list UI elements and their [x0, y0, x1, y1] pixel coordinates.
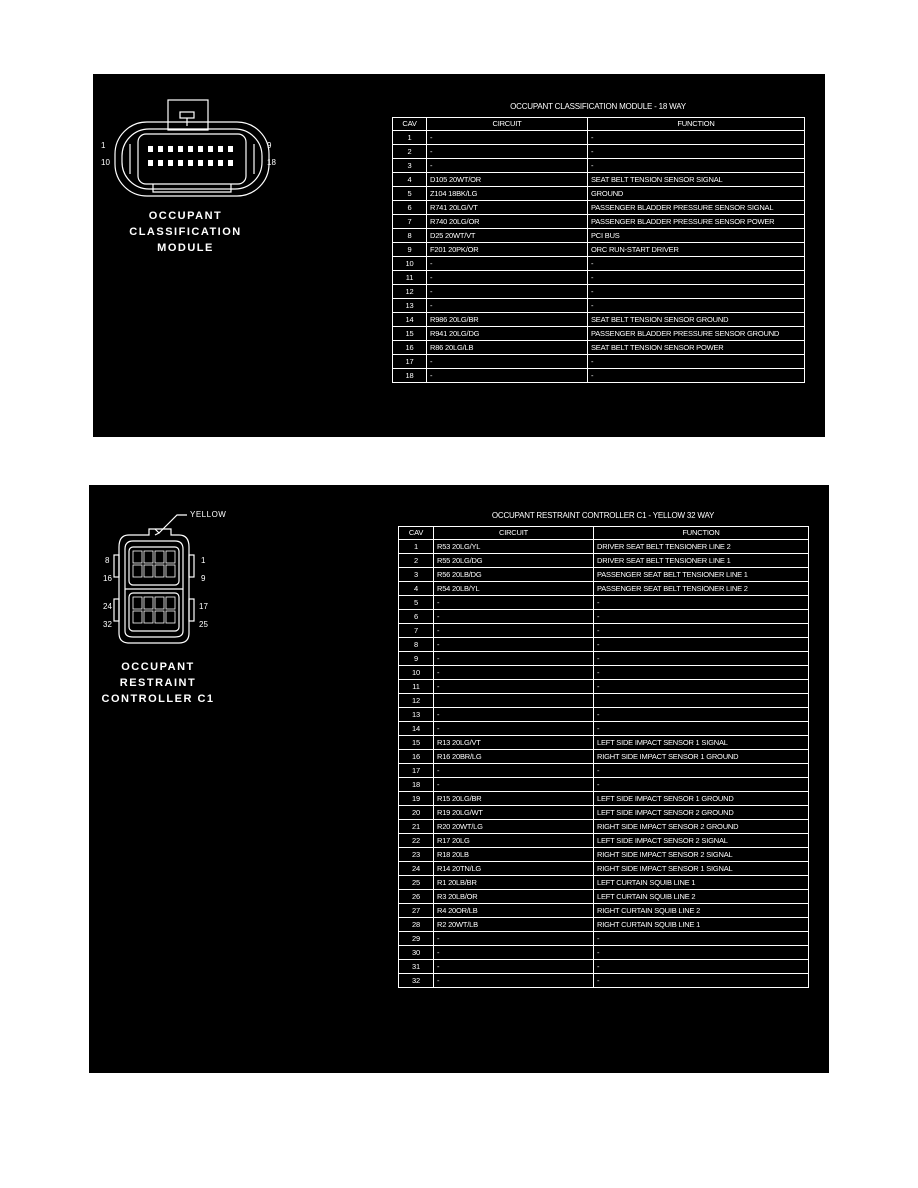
circuit-cell: R740 20LG/OR [427, 215, 588, 229]
circuit-cell: D25 20WT/VT [427, 229, 588, 243]
function-cell: ORC RUN-START DRIVER [588, 243, 805, 257]
function-cell: - [594, 778, 809, 792]
connector-pin [144, 597, 153, 609]
connector-pin [218, 160, 223, 166]
function-cell: RIGHT CURTAIN SQUIB LINE 2 [594, 904, 809, 918]
header-cav: CAV [399, 527, 434, 540]
function-cell: - [594, 666, 809, 680]
function-cell: RIGHT CURTAIN SQUIB LINE 1 [594, 918, 809, 932]
table-row [399, 890, 809, 904]
circuit-cell: R54 20LB/YL [434, 582, 594, 596]
function-cell: - [588, 257, 805, 271]
connector-pin [188, 146, 193, 152]
circuit-cell: - [434, 946, 594, 960]
connector-pin [228, 146, 233, 152]
table-row [399, 932, 809, 946]
circuit-cell: R18 20LB [434, 848, 594, 862]
connector-pin [148, 160, 153, 166]
function-cell: - [594, 652, 809, 666]
table-row [393, 131, 805, 145]
function-cell: - [594, 932, 809, 946]
cav-cell: 32 [399, 974, 434, 988]
circuit-cell: R53 20LG/YL [434, 540, 594, 554]
table-row [393, 355, 805, 369]
cav-cell: 8 [393, 229, 427, 243]
table-row [399, 946, 809, 960]
table-row [399, 582, 809, 596]
function-cell: - [588, 159, 805, 173]
table-row [399, 652, 809, 666]
circuit-cell: F201 20PK/OR [427, 243, 588, 257]
circuit-cell: R55 20LG/DG [434, 554, 594, 568]
function-cell: LEFT CURTAIN SQUIB LINE 1 [594, 876, 809, 890]
table-row [393, 159, 805, 173]
table-row [399, 778, 809, 792]
header-function: FUNCTION [594, 527, 809, 540]
cav-cell: 26 [399, 890, 434, 904]
function-cell: LEFT SIDE IMPACT SENSOR 1 GROUND [594, 792, 809, 806]
connector-pin [133, 597, 142, 609]
connector-pin [155, 611, 164, 623]
table-row [393, 285, 805, 299]
cav-cell: 12 [399, 694, 434, 708]
circuit-cell: R20 20WT/LG [434, 820, 594, 834]
circuit-cell: - [434, 960, 594, 974]
table-row [399, 806, 809, 820]
circuit-cell: R15 20LG/BR [434, 792, 594, 806]
connector1-table-title: OCCUPANT CLASSIFICATION MODULE - 18 WAY [510, 102, 686, 111]
table-row [393, 299, 805, 313]
table-row [393, 327, 805, 341]
circuit-cell: - [434, 974, 594, 988]
cav-cell: 7 [393, 215, 427, 229]
table-row [399, 960, 809, 974]
function-cell: - [594, 708, 809, 722]
cav-cell: 30 [399, 946, 434, 960]
cav-cell: 3 [393, 159, 427, 173]
connector1-pinout-table [392, 117, 805, 383]
header-circuit: CIRCUIT [427, 118, 588, 131]
cav-cell: 9 [399, 652, 434, 666]
circuit-cell: R741 20LG/VT [427, 201, 588, 215]
table-header-row [393, 118, 805, 131]
circuit-cell: R1 20LB/BR [434, 876, 594, 890]
connector-pin [208, 146, 213, 152]
function-cell: LEFT SIDE IMPACT SENSOR 1 SIGNAL [594, 736, 809, 750]
cav-cell: 4 [393, 173, 427, 187]
function-cell: - [594, 596, 809, 610]
table-header-row [399, 527, 809, 540]
circuit-cell: - [427, 299, 588, 313]
function-cell: LEFT SIDE IMPACT SENSOR 2 GROUND [594, 806, 809, 820]
table-row [399, 918, 809, 932]
function-cell: SEAT BELT TENSION SENSOR GROUND [588, 313, 805, 327]
table-row [399, 750, 809, 764]
cav-cell: 17 [393, 355, 427, 369]
cav-cell: 4 [399, 582, 434, 596]
cav-cell: 16 [399, 750, 434, 764]
cav-cell: 7 [399, 624, 434, 638]
connector-pin [168, 146, 173, 152]
table-row [393, 313, 805, 327]
table-row [399, 862, 809, 876]
pin-label-8: 8 [105, 556, 110, 565]
connector-pin [158, 146, 163, 152]
connector-pin [144, 551, 153, 563]
cav-cell: 6 [399, 610, 434, 624]
connector-pin [166, 597, 175, 609]
pin-label-1: 1 [201, 556, 206, 565]
table-row [399, 974, 809, 988]
cav-cell: 25 [399, 876, 434, 890]
cav-cell: 9 [393, 243, 427, 257]
cav-cell: 21 [399, 820, 434, 834]
function-cell: GROUND [588, 187, 805, 201]
connector-pin [155, 551, 164, 563]
table-row [399, 792, 809, 806]
circuit-cell: - [434, 764, 594, 778]
circuit-cell: - [427, 145, 588, 159]
table-row [393, 257, 805, 271]
cav-cell: 22 [399, 834, 434, 848]
function-cell: - [588, 271, 805, 285]
connector-pin [166, 551, 175, 563]
connector2-pinout-table [398, 526, 809, 988]
cav-cell: 23 [399, 848, 434, 862]
pin-label-1: 1 [101, 141, 106, 150]
circuit-cell: - [434, 610, 594, 624]
connector-pin [198, 146, 203, 152]
connector2-table-title: OCCUPANT RESTRAINT CONTROLLER C1 - YELLOW 32 WAY [491, 511, 715, 520]
table-row [399, 666, 809, 680]
function-cell: LEFT SIDE IMPACT SENSOR 2 SIGNAL [594, 834, 809, 848]
table-row [393, 187, 805, 201]
function-cell [594, 694, 809, 708]
function-cell: - [588, 285, 805, 299]
connector-pin [168, 160, 173, 166]
cav-cell: 15 [393, 327, 427, 341]
table-row [393, 229, 805, 243]
circuit-cell: R56 20LB/DG [434, 568, 594, 582]
cav-cell: 27 [399, 904, 434, 918]
circuit-cell: Z104 18BK/LG [427, 187, 588, 201]
cav-cell: 2 [393, 145, 427, 159]
function-cell: PASSENGER BLADDER PRESSURE SENSOR POWER [588, 215, 805, 229]
connector-pin [144, 565, 153, 577]
function-cell: RIGHT SIDE IMPACT SENSOR 2 SIGNAL [594, 848, 809, 862]
function-cell: - [588, 355, 805, 369]
cav-cell: 18 [399, 778, 434, 792]
circuit-cell: - [427, 131, 588, 145]
connector-pin [133, 611, 142, 623]
connector-pin [228, 160, 233, 166]
connector2-module-label [93, 659, 223, 707]
circuit-cell: R3 20LB/OR [434, 890, 594, 904]
function-cell: - [594, 610, 809, 624]
circuit-cell: R941 20LG/DG [427, 327, 588, 341]
table-row [399, 722, 809, 736]
function-cell: - [588, 131, 805, 145]
cav-cell: 13 [399, 708, 434, 722]
function-cell: RIGHT SIDE IMPACT SENSOR 1 GROUND [594, 750, 809, 764]
function-cell: - [594, 946, 809, 960]
table-row [399, 694, 809, 708]
cav-cell: 12 [393, 285, 427, 299]
header-circuit: CIRCUIT [434, 527, 594, 540]
circuit-cell: - [427, 271, 588, 285]
function-cell: RIGHT SIDE IMPACT SENSOR 1 SIGNAL [594, 862, 809, 876]
circuit-cell: - [434, 596, 594, 610]
function-cell: - [594, 680, 809, 694]
module-label-line-2: RESTRAINT [119, 677, 197, 689]
cav-cell: 28 [399, 918, 434, 932]
function-cell: DRIVER SEAT BELT TENSIONER LINE 1 [594, 554, 809, 568]
connector-pin [133, 551, 142, 563]
table-row [399, 554, 809, 568]
circuit-cell: - [434, 652, 594, 666]
connector-pin [166, 565, 175, 577]
cav-cell: 20 [399, 806, 434, 820]
connector-pin [178, 146, 183, 152]
table-row [399, 736, 809, 750]
cav-cell: 11 [399, 680, 434, 694]
circuit-cell: - [434, 708, 594, 722]
connector-pin [144, 611, 153, 623]
cav-cell: 31 [399, 960, 434, 974]
table-row [399, 624, 809, 638]
pin-label-10: 10 [101, 158, 110, 167]
cav-cell: 24 [399, 862, 434, 876]
cav-cell: 29 [399, 932, 434, 946]
function-cell: - [588, 369, 805, 383]
occupant-classification-module-panel [93, 74, 825, 437]
function-cell: PASSENGER BLADDER PRESSURE SENSOR SIGNAL [588, 201, 805, 215]
circuit-cell: - [434, 932, 594, 946]
circuit-cell: - [434, 624, 594, 638]
yellow-color-callout: YELLOW [190, 510, 227, 519]
circuit-cell: D105 20WT/OR [427, 173, 588, 187]
table-row [399, 904, 809, 918]
circuit-cell: - [434, 666, 594, 680]
cav-cell: 18 [393, 369, 427, 383]
table-row [399, 764, 809, 778]
connector-pin [188, 160, 193, 166]
table-row [399, 596, 809, 610]
circuit-cell: R13 20LG/VT [434, 736, 594, 750]
module-label-line-3: CONTROLLER C1 [101, 693, 215, 705]
function-cell: - [594, 974, 809, 988]
pin-label-9: 9 [267, 141, 272, 150]
table-row [399, 848, 809, 862]
cav-cell: 19 [399, 792, 434, 806]
connector-pin [178, 160, 183, 166]
cav-cell: 10 [393, 257, 427, 271]
circuit-cell: R86 20LG/LB [427, 341, 588, 355]
circuit-cell: - [427, 257, 588, 271]
circuit-cell [434, 694, 594, 708]
module-label-line-3: MODULE [157, 242, 214, 254]
function-cell: - [594, 764, 809, 778]
connector-pin [158, 160, 163, 166]
pin-label-17: 17 [199, 602, 208, 611]
function-cell: - [588, 145, 805, 159]
circuit-cell: R17 20LG [434, 834, 594, 848]
pin-label-25: 25 [199, 620, 208, 629]
circuit-cell: R16 20BR/LG [434, 750, 594, 764]
table-row [399, 680, 809, 694]
pin-label-24: 24 [103, 602, 112, 611]
pin-label-18: 18 [267, 158, 276, 167]
connector-pin [198, 160, 203, 166]
cav-cell: 17 [399, 764, 434, 778]
circuit-cell: - [434, 638, 594, 652]
header-function: FUNCTION [588, 118, 805, 131]
table-row [399, 708, 809, 722]
header-cav: CAV [393, 118, 427, 131]
cav-cell: 1 [399, 540, 434, 554]
cav-cell: 14 [393, 313, 427, 327]
circuit-cell: - [427, 285, 588, 299]
circuit-cell: - [434, 680, 594, 694]
circuit-cell: - [434, 722, 594, 736]
table-row [393, 341, 805, 355]
function-cell: PASSENGER SEAT BELT TENSIONER LINE 2 [594, 582, 809, 596]
table-row [393, 215, 805, 229]
cav-cell: 14 [399, 722, 434, 736]
table-row [393, 369, 805, 383]
cav-cell: 13 [393, 299, 427, 313]
function-cell: - [594, 960, 809, 974]
cav-cell: 5 [399, 596, 434, 610]
table-row [393, 243, 805, 257]
function-cell: PASSENGER SEAT BELT TENSIONER LINE 1 [594, 568, 809, 582]
connector-pin [155, 565, 164, 577]
connector-pin [148, 146, 153, 152]
circuit-cell: R986 20LG/BR [427, 313, 588, 327]
function-cell: PCI BUS [588, 229, 805, 243]
table-row [399, 876, 809, 890]
cav-cell: 15 [399, 736, 434, 750]
module-label-line-2: CLASSIFICATION [129, 226, 242, 238]
circuit-cell: R19 20LG/WT [434, 806, 594, 820]
function-cell: LEFT CURTAIN SQUIB LINE 2 [594, 890, 809, 904]
function-cell: PASSENGER BLADDER PRESSURE SENSOR GROUND [588, 327, 805, 341]
circuit-cell: - [427, 159, 588, 173]
connector-pin [166, 611, 175, 623]
table-row [399, 834, 809, 848]
circuit-cell: R2 20WT/LB [434, 918, 594, 932]
cav-cell: 2 [399, 554, 434, 568]
cav-cell: 3 [399, 568, 434, 582]
occupant-restraint-controller-panel [89, 485, 829, 1073]
table-row [399, 568, 809, 582]
connector1-module-label [113, 208, 258, 256]
module-label-line-1: OCCUPANT [148, 210, 223, 222]
circuit-cell: - [427, 369, 588, 383]
pin-label-9: 9 [201, 574, 206, 583]
connector-pin [155, 597, 164, 609]
function-cell: - [594, 722, 809, 736]
connector-pin [208, 160, 213, 166]
function-cell: SEAT BELT TENSION SENSOR POWER [588, 341, 805, 355]
table-row [399, 610, 809, 624]
module-label-line-1: OCCUPANT [121, 661, 195, 673]
cav-cell: 10 [399, 666, 434, 680]
table-row [399, 638, 809, 652]
connector-pin [133, 565, 142, 577]
cav-cell: 11 [393, 271, 427, 285]
cav-cell: 1 [393, 131, 427, 145]
function-cell: DRIVER SEAT BELT TENSIONER LINE 2 [594, 540, 809, 554]
table-row [399, 820, 809, 834]
table-row [399, 540, 809, 554]
function-cell: SEAT BELT TENSION SENSOR SIGNAL [588, 173, 805, 187]
function-cell: - [588, 299, 805, 313]
pin-label-32: 32 [103, 620, 112, 629]
pin-label-16: 16 [103, 574, 112, 583]
circuit-cell: - [427, 355, 588, 369]
table-row [393, 271, 805, 285]
function-cell: - [594, 638, 809, 652]
cav-cell: 16 [393, 341, 427, 355]
table-row [393, 201, 805, 215]
function-cell: - [594, 624, 809, 638]
connector-pin [218, 146, 223, 152]
circuit-cell: R14 20TN/LG [434, 862, 594, 876]
cav-cell: 8 [399, 638, 434, 652]
table-row [393, 145, 805, 159]
circuit-cell: - [434, 778, 594, 792]
cav-cell: 5 [393, 187, 427, 201]
table-row [393, 173, 805, 187]
function-cell: RIGHT SIDE IMPACT SENSOR 2 GROUND [594, 820, 809, 834]
cav-cell: 6 [393, 201, 427, 215]
circuit-cell: R4 20OR/LB [434, 904, 594, 918]
